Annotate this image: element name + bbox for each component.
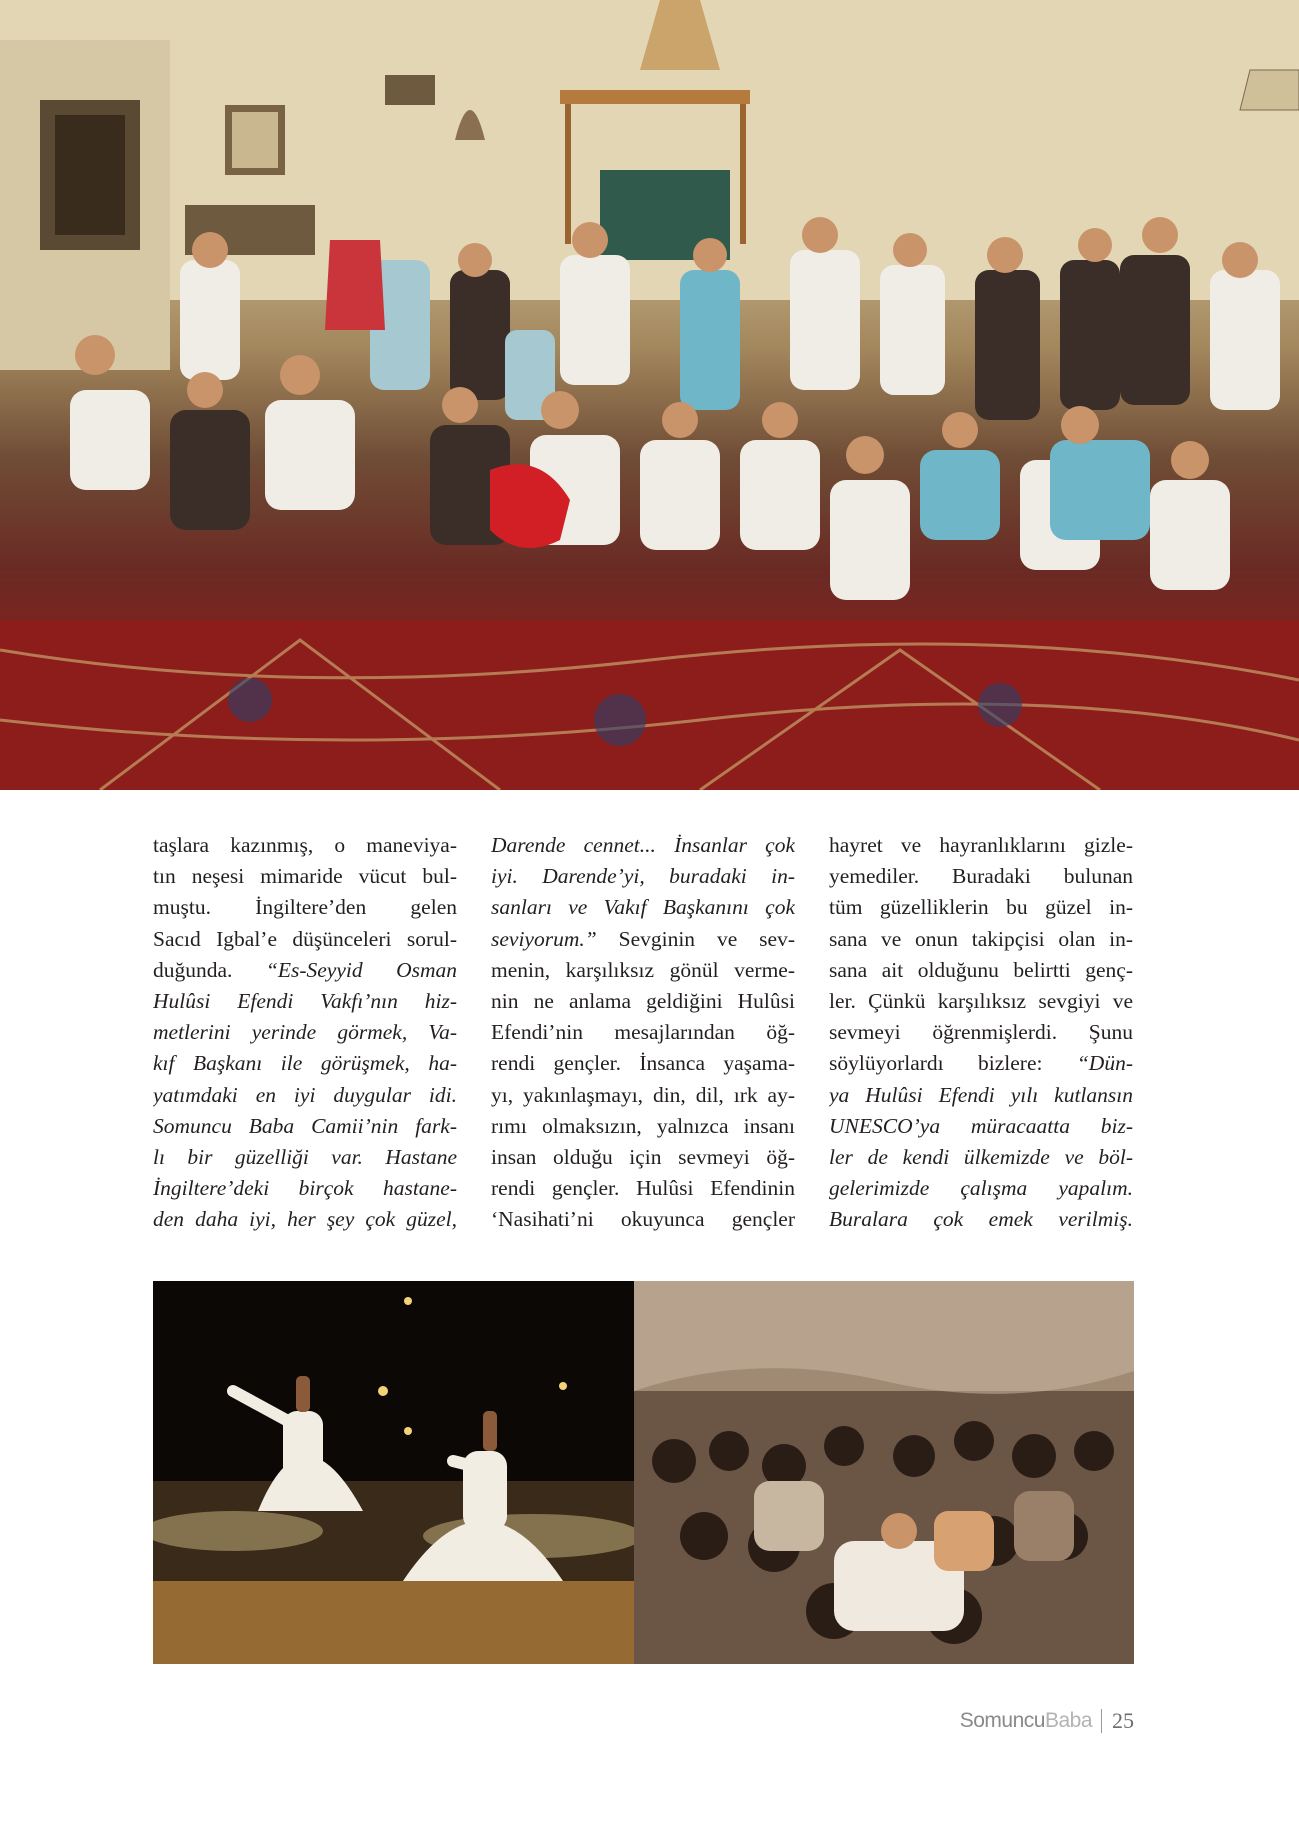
text-line <box>491 861 795 892</box>
text-line <box>153 1173 457 1204</box>
body-text: sevmeyi öğrenmişlerdi. Şunu <box>829 1020 1133 1045</box>
text-line <box>829 924 1133 955</box>
text-line <box>491 892 795 923</box>
italic-quote-text: ya Hulûsi Efendi yılı kutlansın <box>829 1082 1133 1107</box>
text-line <box>829 1204 1133 1235</box>
italic-quote-text: Darende cennet... İnsanlar çok <box>491 833 795 857</box>
italic-quote-text: den daha iyi, her şey çok güzel, <box>153 1207 457 1232</box>
text-line <box>153 861 457 892</box>
text-line <box>829 892 1133 923</box>
text-column-3 <box>829 830 1133 1235</box>
body-text: rımı olmaksızın, yalnızca insanı <box>491 1113 795 1138</box>
body-text: rendi gençler. İnsanca yaşama- <box>491 1051 795 1076</box>
text-line <box>153 1204 457 1235</box>
body-text: taşlara kazınmış, o maneviya- <box>153 833 457 857</box>
text-line <box>153 1017 457 1048</box>
text-line <box>153 924 457 955</box>
text-line <box>829 955 1133 986</box>
italic-quote-text: Somuncu Baba Camii’nin fark- <box>153 1113 457 1138</box>
text-line <box>491 1048 795 1079</box>
text-line <box>829 1142 1133 1173</box>
text-line <box>153 986 457 1017</box>
body-text: rendi gençler. Hulûsi Efendinin <box>491 1176 795 1201</box>
text-line <box>829 861 1133 892</box>
crowd-illustration <box>634 1281 1134 1664</box>
italic-quote-text: İngiltere’deki birçok hastane- <box>153 1176 457 1201</box>
body-text: ‘Nasihati’ni okuyunca gençler <box>491 1207 795 1232</box>
italic-quote-text: metlerini yerinde görmek, Va- <box>153 1020 457 1045</box>
body-text: nin ne anlama geldiğini Hulûsi <box>491 988 795 1013</box>
body-text: hayret ve hayranlıklarını gizle- <box>829 833 1133 857</box>
page-number: 25 <box>1112 1708 1134 1733</box>
text-line <box>491 1173 795 1204</box>
italic-quote-text: yatımdaki en iyi duygular idi. <box>153 1082 457 1107</box>
italic-quote-text: kıf Başkanı ile görüşmek, ha- <box>153 1051 457 1076</box>
text-line <box>491 1017 795 1048</box>
body-text: sana ve onun takipçisi olan in- <box>829 926 1133 951</box>
body-text: söylüyorlardı bizlere: <box>829 1051 1077 1076</box>
group-photo-illustration <box>0 0 1299 790</box>
text-line <box>829 1111 1133 1142</box>
text-line <box>491 1111 795 1142</box>
text-line <box>153 830 457 861</box>
body-text: yemediler. Buradaki bulunan <box>829 864 1133 889</box>
italic-quote-text: Hulûsi Efendi Vakfı’nın hiz- <box>153 988 457 1013</box>
body-text: insan olduğu için sevmeyi öğ- <box>491 1144 795 1169</box>
text-line <box>829 830 1133 861</box>
whirling-dervishes-photo <box>153 1281 634 1664</box>
body-text: Sevginin ve sev- <box>596 926 795 951</box>
italic-quote-text: gelerimizde çalışma yapalım. <box>829 1176 1133 1201</box>
text-line <box>829 1017 1133 1048</box>
italic-quote-text: UNESCO’ya müracaatta biz- <box>829 1113 1133 1138</box>
text-line <box>829 1080 1133 1111</box>
dervish-illustration <box>153 1281 634 1664</box>
text-line <box>153 1080 457 1111</box>
text-line <box>491 1080 795 1111</box>
text-line <box>491 955 795 986</box>
body-text: ler. Çünkü karşılıksız sevgiyi ve <box>829 988 1133 1013</box>
body-text: tüm güzelliklerin bu güzel in- <box>829 895 1133 920</box>
italic-quote-text: “Es-Seyyid Osman <box>265 957 457 982</box>
text-line <box>491 1204 795 1235</box>
crowd-courtyard-photo <box>634 1281 1134 1664</box>
body-text: Efendi’nin mesajlarından öğ- <box>491 1020 795 1045</box>
italic-quote-text: lı bir güzelliği var. Hastane <box>153 1144 457 1169</box>
text-line <box>153 1048 457 1079</box>
text-line <box>829 1048 1133 1079</box>
footer-divider <box>1101 1709 1102 1733</box>
text-line <box>491 830 795 861</box>
magazine-name-part2: Baba <box>1044 1709 1092 1732</box>
italic-quote-text: Buralara çok emek verilmiş. <box>829 1207 1133 1232</box>
text-line <box>491 1142 795 1173</box>
italic-quote-text: “Dün- <box>1076 1051 1133 1076</box>
italic-quote-text: ler de kendi ülkemizde ve böl- <box>829 1144 1133 1169</box>
magazine-name-part1: Somuncu <box>959 1709 1045 1732</box>
text-line <box>491 924 795 955</box>
italic-quote-text: sanları ve Vakıf Başkanını çok <box>491 895 795 920</box>
text-line <box>153 1142 457 1173</box>
text-line <box>829 1173 1133 1204</box>
text-line <box>153 892 457 923</box>
text-line <box>829 986 1133 1017</box>
text-line <box>153 1111 457 1142</box>
body-text: duğunda. <box>153 957 266 982</box>
body-text: Sacıd Igbal’e düşünceleri sorul- <box>153 926 457 951</box>
body-text: sana ait olduğunu belirtti genç- <box>829 957 1133 982</box>
italic-quote-text: seviyorum.” <box>491 926 597 951</box>
body-text: muştu. İngiltere’den gelen <box>153 895 457 920</box>
body-text: yı, yakınlaşmayı, din, dil, ırk ay- <box>491 1082 795 1107</box>
text-line <box>491 986 795 1017</box>
body-text: tın neşesi mimaride vücut bul- <box>153 864 457 889</box>
text-column-1 <box>153 830 457 1235</box>
page-footer <box>940 1704 1134 1738</box>
group-photo-mosque <box>0 0 1299 790</box>
text-column-2 <box>491 830 795 1235</box>
body-text: menin, karşılıksız gönül verme- <box>491 957 795 982</box>
text-line <box>153 955 457 986</box>
italic-quote-text: iyi. Darende’yi, buradaki in- <box>491 864 795 889</box>
